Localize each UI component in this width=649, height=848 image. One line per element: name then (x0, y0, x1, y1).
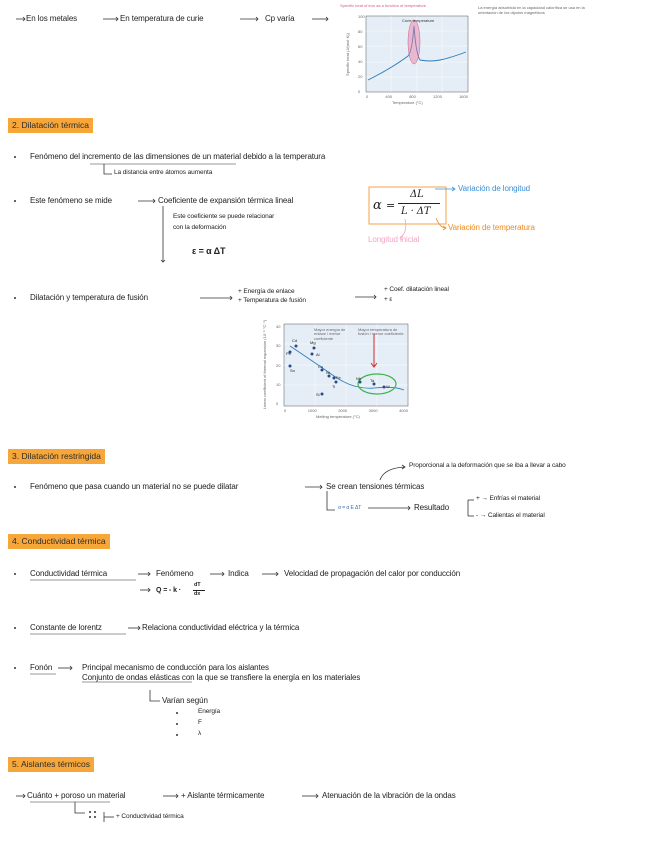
alpha-symbol: α (373, 198, 382, 213)
label-longitud-inicial: Longitud inicial (368, 235, 420, 244)
s4-line4: Varían según (162, 696, 208, 705)
point-label: Ta (370, 378, 375, 383)
s3-note: Proporcional a la deformación que se iba a llevar a cabo (409, 462, 566, 469)
curie-xtick: 1200 (433, 94, 442, 99)
section-header-aislantes-termicos: 5. Aislantes térmicos (8, 757, 94, 772)
curie-xtick: 1600 (459, 94, 468, 99)
curie-xtick: 0 (366, 94, 369, 99)
label-variacion-longitud: Variación de longitud (458, 184, 531, 193)
s3-line1a: Fenómeno que pasa cuando un material no se puede dilatar (30, 482, 239, 491)
section-header-conductividad-termica: 4. Conductividad térmica (8, 534, 110, 549)
bullet (14, 667, 16, 669)
curie-ytick: 40 (358, 59, 363, 64)
s4-line1d: Velocidad de propagación del calor por conducción (284, 569, 461, 578)
point-label: Cd (292, 338, 298, 343)
exp-xtick: 4000 (399, 408, 408, 413)
s2-line3b: Coeficiente de expansión térmica lineal (158, 196, 294, 205)
row1-curie: En temperatura de curie (120, 14, 204, 23)
s4-line1c: Indica (228, 569, 249, 578)
s2-line6c: + Temperatura de fusión (238, 297, 306, 304)
s4-bullet-energia: Energía (198, 708, 221, 715)
point-label: Al (316, 352, 320, 357)
point-label: Fe (336, 375, 341, 380)
point-label: Si (316, 392, 320, 397)
exp-ytick: 20 (276, 362, 281, 368)
curie-ytick: 80 (358, 29, 363, 34)
s3-result2: - → Calientas el material (476, 512, 545, 519)
point-label: W (386, 384, 390, 389)
s4-line2a: Constante de lorentz (30, 623, 102, 632)
bullet (14, 297, 16, 299)
fraction-bar (398, 203, 440, 204)
curie-chart (340, 2, 475, 106)
s5-line1a: Cuánto + poroso un material (27, 791, 126, 800)
s2-line2: La distancia entre átomos aumenta (114, 169, 213, 176)
s4-line1a: Conductividad térmica (30, 569, 108, 578)
s4-bullet-f: F (198, 719, 202, 726)
s4-line1b: Fenómeno (156, 569, 194, 578)
s2-line3a: Este fenómeno se mide (30, 196, 112, 205)
fraction-numerator: ΔL (410, 189, 424, 200)
curie-caption: La energía absorbida en la capacidad calorífica se usa en la orientación de los dipolos magnéticos (478, 5, 585, 15)
label-variacion-temperatura: Variación de temperatura (448, 223, 535, 232)
bullet (176, 723, 178, 725)
expansion-ylabel: Linear coefficient of thermal expansion (10⁻⁶ °C⁻¹) (262, 319, 268, 410)
s3-resultado: Resultado (414, 503, 450, 512)
thermal-stress-formula: σ = α E ΔT (338, 505, 362, 511)
dots-icon (88, 810, 98, 820)
s2-line6e: + ε (384, 296, 393, 303)
point-label: Sn (290, 368, 295, 373)
point-label: Ti (332, 384, 336, 389)
s2-line6a: Dilatación y temperatura de fusión (30, 293, 148, 302)
curie-header-note: Specific heat of iron as a function of temperature (340, 3, 427, 8)
exp-ytick: 40 (276, 324, 281, 329)
expansion-xticks (284, 408, 408, 413)
s2-line1: Fenómeno del incremento de las dimensiones de un material debido a la temperatura (30, 152, 326, 161)
curie-ytick: 0 (358, 89, 361, 94)
s5-line2: + Conductividad térmica (116, 813, 184, 820)
exp-xtick: 1000 (307, 408, 317, 413)
s3-line1b: Se crean tensiones térmicas (326, 482, 425, 491)
row1-metales: En los metales (26, 14, 78, 23)
expansion-xlabel: Melting temperature (°C) (316, 414, 360, 419)
s3-result1: + → Enfrías el material (476, 495, 540, 502)
formula-dx: dx (194, 591, 201, 597)
s2-line6d: + Coef. dilatación lineal (384, 286, 449, 293)
row1-cp: Cp varía (265, 14, 295, 23)
strain-formula: ε = α ΔT (192, 246, 226, 256)
expansion-note-right: Mayor temperatura de fusión / menor coeficiente (358, 327, 404, 337)
curie-xtick: 800 (409, 94, 416, 99)
equals-sign: = (386, 199, 396, 212)
bullet (14, 573, 16, 575)
fraction-denominator: L · ΔT (401, 206, 431, 217)
conduction-formula: Q = - k · (156, 587, 181, 594)
expansion-note-left: Mayor energía de enlace / menor coeficiente (314, 327, 346, 341)
point-label: Cu (318, 364, 324, 369)
curie-xticks (366, 94, 468, 99)
point-label: Mg (310, 340, 316, 345)
bullet (14, 200, 16, 202)
curie-ytick: 100 (358, 14, 365, 19)
s4-line3c: Conjunto de ondas elásticas con la que se transfiere la energía en los materiales (82, 673, 361, 682)
s4-line2b: Relaciona conductividad eléctrica y la térmica (142, 623, 300, 632)
section-header-dilatacion-termica: 2. Dilatación térmica (8, 118, 93, 133)
point-label: Ni (326, 370, 330, 375)
bullet (14, 627, 16, 629)
s4-line3a: Fonón (30, 663, 53, 672)
s2-line5: con la deformación (173, 224, 227, 231)
expansion-yticks (276, 324, 280, 406)
curie-yticks (358, 14, 365, 94)
s5-line1c: Atenuación de la vibración de la ondas (322, 791, 456, 800)
curie-ylabel: Specific heat (J/(mol·K)) (344, 33, 350, 76)
curie-ytick: 20 (358, 74, 363, 79)
point-label: Nb (356, 376, 362, 381)
bullet (14, 156, 16, 158)
curie-xlabel: Temperature (°C) (392, 100, 423, 105)
s2-line6b: + Energía de enlace (238, 288, 295, 295)
bullet (14, 486, 16, 488)
point-label: Pb (286, 351, 291, 356)
exp-xtick: 3000 (368, 408, 378, 413)
expansion-chart (254, 320, 412, 420)
exp-ytick: 10 (276, 381, 281, 387)
curie-highlight (408, 20, 420, 64)
exp-ytick: 30 (276, 343, 281, 349)
curie-xtick: 400 (385, 94, 393, 99)
exp-ytick: 0 (276, 401, 279, 406)
s2-line4: Este coeficiente se puede relacionar (173, 213, 275, 220)
s5-line1b: + Aislante térmicamente (181, 791, 265, 800)
exp-xtick: 0 (284, 408, 287, 413)
bullet (176, 712, 178, 714)
section-header-dilatacion-restringida: 3. Dilatación restringida (8, 449, 105, 464)
curie-ytick: 60 (358, 44, 363, 49)
s4-bullet-lambda: λ (198, 730, 202, 737)
bullet (176, 734, 178, 736)
s4-line3b: Principal mecanismo de conducción para los aislantes (82, 663, 269, 672)
curie-title: Curie temperature (402, 18, 435, 23)
exp-xtick: 2000 (338, 408, 348, 413)
formula-dT: dT (194, 582, 201, 588)
